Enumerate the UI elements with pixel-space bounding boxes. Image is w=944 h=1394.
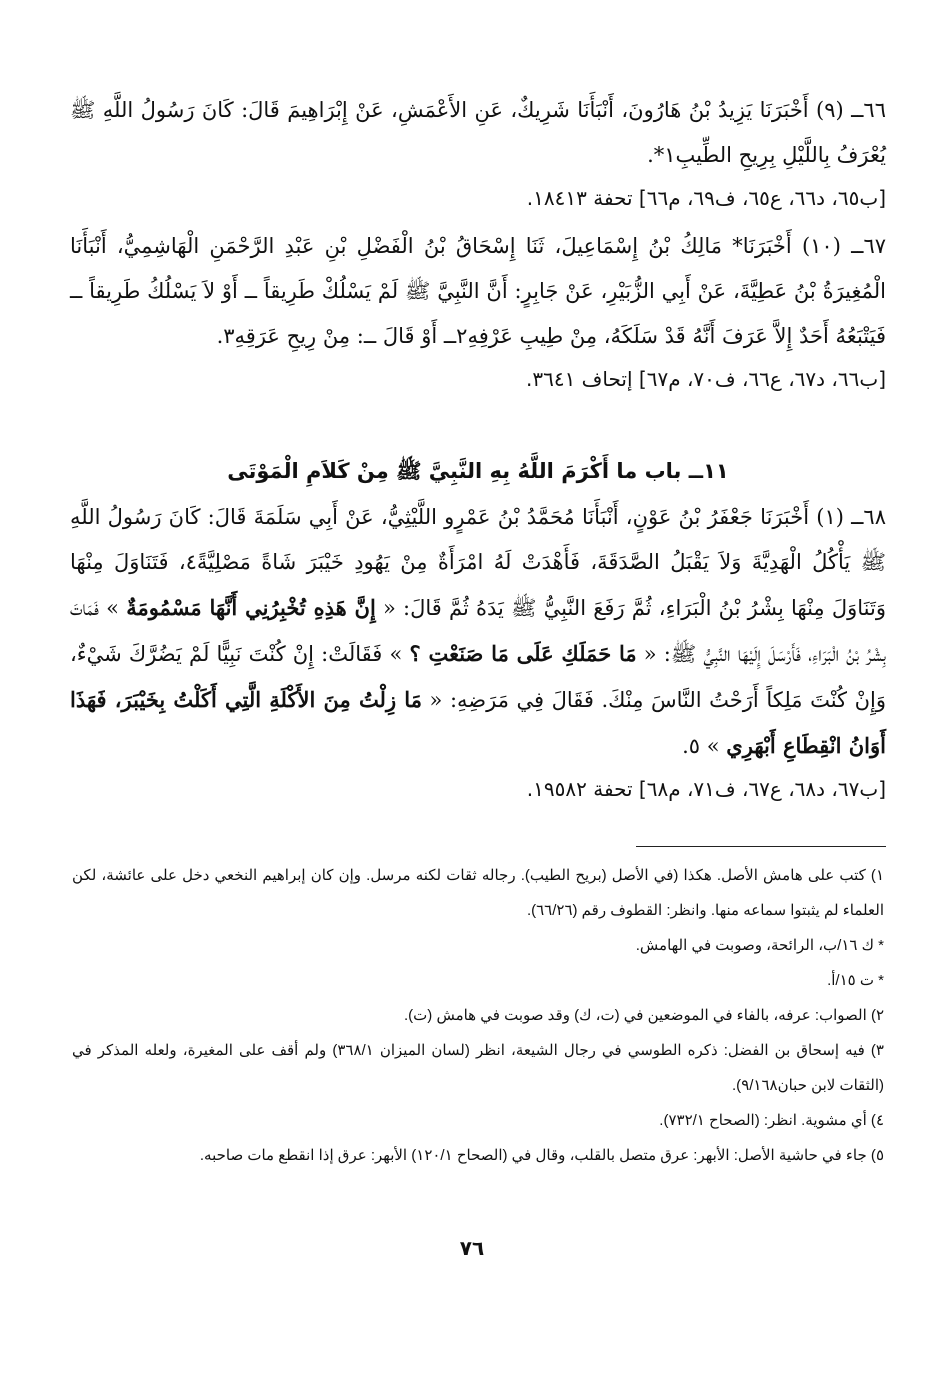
hadith-66-reference: [ب٦٥، د٦٦، ع٦٥، ف٦٩، م٦٦] تحفة ١٨٤١٣. xyxy=(526,186,886,210)
hadith-68-quote-2: مَا حَمَلَكِ عَلَى مَا صَنَعْتِ ؟ xyxy=(409,641,637,666)
footnote-1: ١) كتب على هامش الأصل. هكذا (في الأصل (بريح الطيب). رجاله ثقات لكنه مرسل. وإن كان إبراهيم النخعي دخل على عائشة، لكن العلماء لم يثبتوا سماعه منها. وانظر: القطوف رقم (٦٦/٢٦). xyxy=(72,867,884,919)
hadith-68-text-4: » ٥. xyxy=(682,734,720,758)
main-text xyxy=(70,88,886,815)
hadith-68-quote-1: إِنَّ هَذِهِ تُخْبِرُنِي أَنَّهَا مَسْمُومَةٌ xyxy=(126,595,376,620)
hadith-67: ٦٧ــ (١٠) أَخْبَرَنَا* مَالِكُ بْنُ إِسْمَاعِيلَ، ثَنَا إِسْحَاقُ بْنُ الْفَضْلِ بْنِ عَبْدِ الرَّحْمَنِ الْهَاشِمِيُّ، أَنْبَأَنَا الْمُغِيرَةُ بْنُ عَطِيَّةَ، عَنْ أَبِي الزُّبَيْرِ، عَنْ جَابِرٍ: أَنَّ النَّبِيَّ ﷺ لَمْ يَسْلُكْ طَرِيقاً ــ أَوْ لاَ يَسْلُكُ طَرِيقاً ــ فَيَتْبَعُهُ أَحَدٌ إِلاَّ عَرَفَ أَنَّهُ قَدْ سَلَكَهُ، مِنْ طِيبِ عَرْفِهِ٢ــ أَوْ قَالَ ــ: مِنْ رِيحِ عَرَقِهِ٣. xyxy=(70,234,886,348)
footnote-3: ٣) فيه إسحاق بن الفضل: ذكره الطوسي في رجال الشيعة، انظر (لسان الميزان ٣٦٨/١) ولم أقف على المغيرة، ولعله المذكر في (الثقات لابن حبان٩/١٦٨). xyxy=(72,1042,884,1094)
hadith-68-quote-3: مَا زِلْتُ مِنَ الأَكْلَةِ الَّتِي أَكَلْتُ بِخَيْبَرَ، فَهَذَا أَوَانُ انْقِطَاعِ أَبْهَرِي xyxy=(70,687,886,758)
hadith-66: ٦٦ــ (٩) أَخْبَرَنَا يَزِيدُ بْنُ هَارُونَ، أَنْبَأَنَا شَرِيكٌ، عَنِ الأَعْمَشِ، عَنْ إِبْرَاهِيمَ قَالَ: كَانَ رَسُولُ اللَّهِ ﷺ يُعْرَفُ بِاللَّيْلِ بِرِيحِ الطِّيبِ١*. xyxy=(70,98,886,167)
page-number: ٧٦ xyxy=(459,1236,485,1260)
hadith-68-text-2: » فَمَاتَ بِشْرُ بْنُ الْبَرَاءِ، فَأَرْسَلَ إِلَيْهَا النَّبِيُّ ﷺ: « xyxy=(70,596,886,666)
footnote-separator xyxy=(636,846,886,847)
footnote-2: ٢) الصواب: عرفه، بالفاء في الموضعين في (ت، ك) وقد صوبت في هامش (ت). xyxy=(404,1007,884,1024)
hadith-68-text-1: ٦٨ــ (١) أَخْبَرَنَا جَعْفَرُ بْنُ عَوْنٍ، أَنْبَأَنَا مُحَمَّدُ بْنُ عَمْرٍو اللَّيْثِيُّ، عَنْ أَبِي سَلَمَةَ قَالَ: كَانَ رَسُولُ اللَّهِ ﷺ يَأْكُلُ الْهَدِيَّةَ وَلاَ يَقْبَلُ الصَّدَقَةَ، فَأَهْدَتْ لَهُ امْرَأَةٌ مِنْ يَهُودِ خَيْبَرَ شَاةً مَصْلِيَّةً٤، فَتَنَاوَلَ مِنْهَا وَتَنَاوَلَ مِنْهَا بِشْرُ بْنُ الْبَرَاءِ، ثُمَّ رَفَعَ النَّبِيُّ ﷺ يَدَهُ ثُمَّ قَالَ: « xyxy=(70,505,886,620)
hadith-68-text-3: » فَقَالَتْ: إِنْ كُنْتَ نَبِيًّا لَمْ يَضُرَّكَ شَيْءٌ، وَإِنْ كُنْتَ مَلِكاً أَرَحْتُ النَّاسَ مِنْكَ. فَقَالَ فِي مَرَضِهِ: « xyxy=(70,642,886,712)
footnote-star-1: * ك ١٦/ب، الرائحة، وصوبت في الهامش. xyxy=(635,937,884,954)
hadith-68 xyxy=(70,495,886,769)
footnote-star-2: * ت ١٥/أ. xyxy=(827,972,884,989)
footnote-5: ٥) جاء في حاشية الأصل: الأبهر: عرق متصل بالقلب، وقال في (الصحاح ١٢٠/١) الأبهر: عرق إذا انقطع مات صاحبه. xyxy=(199,1147,884,1164)
hadith-67-reference: [ب٦٦، د٦٧، ع٦٦، ف٧٠، م٦٧] إتحاف ٣٦٤١. xyxy=(526,367,886,391)
section-heading: ١١ــ باب ما أَكْرَمَ اللَّهُ بِهِ النَّبِيَّ ﷺ مِنْ كَلاَمِ الْمَوْتَى xyxy=(227,459,729,483)
footnote-4: ٤) أي مشوية. انظر: (الصحاح ٧٣٢/١). xyxy=(659,1112,884,1129)
footnotes xyxy=(72,858,884,1173)
hadith-68-reference: [ب٦٧، د٦٨، ع٦٧، ف٧١، م٦٨] تحفة ١٩٥٨٢. xyxy=(526,777,886,801)
